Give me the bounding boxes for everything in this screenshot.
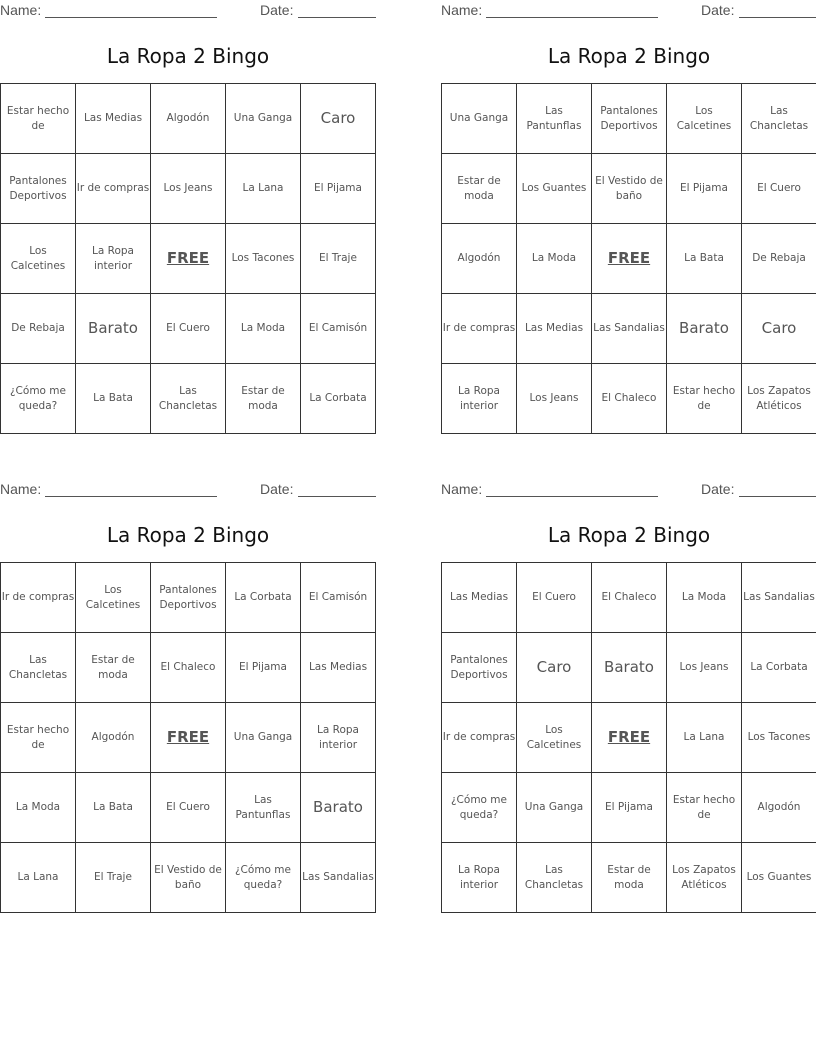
bingo-cell: Las Medias xyxy=(517,294,592,364)
bingo-row xyxy=(442,633,816,703)
bingo-row xyxy=(1,154,376,224)
bingo-row xyxy=(1,294,376,364)
bingo-cell: La Moda xyxy=(226,294,301,364)
bingo-cell: La Moda xyxy=(667,563,742,633)
bingo-row xyxy=(1,703,376,773)
bingo-row xyxy=(442,224,816,294)
bingo-cell: Pantalones Deportivos xyxy=(442,633,517,703)
bingo-cell: Los Calcetines xyxy=(1,224,76,294)
card-title: La Ropa 2 Bingo xyxy=(106,523,270,547)
bingo-row xyxy=(442,563,816,633)
card-title: La Ropa 2 Bingo xyxy=(547,44,711,68)
bingo-card-2 xyxy=(441,0,816,412)
bingo-cell: Los Tacones xyxy=(742,703,816,773)
bingo-row xyxy=(1,633,376,703)
bingo-grid xyxy=(441,83,816,434)
bingo-grid xyxy=(441,562,816,913)
bingo-grid xyxy=(0,562,376,913)
bingo-cell: Los Jeans xyxy=(151,154,226,224)
bingo-card-3 xyxy=(0,479,376,891)
bingo-cell: Las Medias xyxy=(76,84,151,154)
bingo-cell: La Bata xyxy=(667,224,742,294)
bingo-cell: Caro xyxy=(742,294,816,364)
date-blank xyxy=(739,17,816,18)
bingo-cell: Los Guantes xyxy=(742,843,816,913)
bingo-cell: Los Calcetines xyxy=(667,84,742,154)
bingo-cell: Barato xyxy=(592,633,667,703)
date-label: Date: xyxy=(701,481,735,497)
date-label: Date: xyxy=(260,2,294,18)
bingo-cell: Estar hecho de xyxy=(667,364,742,434)
bingo-card-4 xyxy=(441,479,816,891)
name-label: Name: xyxy=(441,2,483,18)
bingo-cell: Una Ganga xyxy=(442,84,517,154)
bingo-cell: De Rebaja xyxy=(1,294,76,364)
bingo-cell: Estar de moda xyxy=(442,154,517,224)
bingo-cell: El Pijama xyxy=(667,154,742,224)
bingo-cell: El Pijama xyxy=(226,633,301,703)
free-space: FREE xyxy=(592,224,667,294)
bingo-cell: El Traje xyxy=(76,843,151,913)
bingo-cell: Los Zapatos Atléticos xyxy=(667,843,742,913)
bingo-cell: El Camisón xyxy=(301,294,376,364)
date-blank xyxy=(298,496,376,497)
bingo-row xyxy=(442,843,816,913)
bingo-cell: Ir de compras xyxy=(442,703,517,773)
bingo-cell: El Camisón xyxy=(301,563,376,633)
bingo-cell: Las Sandalias xyxy=(592,294,667,364)
bingo-cell: La Ropa interior xyxy=(76,224,151,294)
bingo-cell: El Chaleco xyxy=(592,364,667,434)
name-blank xyxy=(486,496,658,497)
bingo-cell: Estar hecho de xyxy=(1,84,76,154)
date-blank xyxy=(739,496,816,497)
bingo-row xyxy=(442,703,816,773)
bingo-cell: Barato xyxy=(76,294,151,364)
bingo-cell: La Bata xyxy=(76,364,151,434)
bingo-cell: La Corbata xyxy=(301,364,376,434)
bingo-cell: Caro xyxy=(517,633,592,703)
bingo-cell: El Cuero xyxy=(742,154,816,224)
bingo-row xyxy=(1,563,376,633)
bingo-cell: Las Medias xyxy=(301,633,376,703)
name-label: Name: xyxy=(0,2,42,18)
bingo-cell: Los Jeans xyxy=(667,633,742,703)
bingo-cell: Los Guantes xyxy=(517,154,592,224)
date-label: Date: xyxy=(260,481,294,497)
bingo-cell: ¿Cómo me queda? xyxy=(442,773,517,843)
bingo-cell: El Cuero xyxy=(151,773,226,843)
bingo-cell: La Corbata xyxy=(742,633,816,703)
bingo-row xyxy=(442,84,816,154)
bingo-grid xyxy=(0,83,376,434)
name-date-line xyxy=(0,0,376,20)
bingo-cell: Los Calcetines xyxy=(76,563,151,633)
name-blank xyxy=(45,496,217,497)
bingo-cell: El Pijama xyxy=(592,773,667,843)
name-date-line xyxy=(441,479,816,499)
bingo-cell: El Vestido de baño xyxy=(592,154,667,224)
bingo-cell: Algodón xyxy=(742,773,816,843)
bingo-cell: La Ropa interior xyxy=(301,703,376,773)
bingo-cell: La Lana xyxy=(667,703,742,773)
name-blank xyxy=(45,17,217,18)
bingo-cell: Los Jeans xyxy=(517,364,592,434)
name-label: Name: xyxy=(0,481,42,497)
bingo-cell: Algodón xyxy=(151,84,226,154)
bingo-cell: Las Chancletas xyxy=(742,84,816,154)
bingo-cell: Las Pantunflas xyxy=(226,773,301,843)
name-label: Name: xyxy=(441,481,483,497)
bingo-row xyxy=(1,224,376,294)
bingo-cell: El Cuero xyxy=(151,294,226,364)
bingo-cell: Las Chancletas xyxy=(151,364,226,434)
card-title: La Ropa 2 Bingo xyxy=(106,44,270,68)
bingo-cell: Los Calcetines xyxy=(517,703,592,773)
bingo-cell: Una Ganga xyxy=(226,84,301,154)
date-label: Date: xyxy=(701,2,735,18)
bingo-cell: Estar de moda xyxy=(76,633,151,703)
bingo-cell: El Vestido de baño xyxy=(151,843,226,913)
bingo-cell: Las Sandalias xyxy=(301,843,376,913)
card-title: La Ropa 2 Bingo xyxy=(547,523,711,547)
bingo-card-1 xyxy=(0,0,376,412)
bingo-row xyxy=(1,364,376,434)
bingo-cell: Ir de compras xyxy=(442,294,517,364)
bingo-cell: Los Zapatos Atléticos xyxy=(742,364,816,434)
bingo-cell: Caro xyxy=(301,84,376,154)
name-blank xyxy=(486,17,658,18)
bingo-row xyxy=(442,773,816,843)
free-space: FREE xyxy=(151,703,226,773)
bingo-cell: El Chaleco xyxy=(592,563,667,633)
bingo-cell: Una Ganga xyxy=(226,703,301,773)
bingo-cell: Barato xyxy=(301,773,376,843)
bingo-cell: El Chaleco xyxy=(151,633,226,703)
free-space: FREE xyxy=(151,224,226,294)
bingo-row xyxy=(1,773,376,843)
bingo-row xyxy=(442,364,816,434)
bingo-cell: ¿Cómo me queda? xyxy=(1,364,76,434)
bingo-cell: La Moda xyxy=(1,773,76,843)
bingo-cell: La Lana xyxy=(226,154,301,224)
bingo-cell: La Bata xyxy=(76,773,151,843)
bingo-cell: Las Chancletas xyxy=(517,843,592,913)
bingo-cell: La Moda xyxy=(517,224,592,294)
bingo-cell: El Traje xyxy=(301,224,376,294)
bingo-row xyxy=(1,843,376,913)
free-space: FREE xyxy=(592,703,667,773)
bingo-cell: Estar de moda xyxy=(226,364,301,434)
bingo-cell: Estar hecho de xyxy=(1,703,76,773)
bingo-row xyxy=(1,84,376,154)
date-blank xyxy=(298,17,376,18)
bingo-cell: ¿Cómo me queda? xyxy=(226,843,301,913)
bingo-cell: Pantalones Deportivos xyxy=(151,563,226,633)
bingo-cell: Las Sandalias xyxy=(742,563,816,633)
name-date-line xyxy=(441,0,816,20)
bingo-cell: De Rebaja xyxy=(742,224,816,294)
bingo-cell: Una Ganga xyxy=(517,773,592,843)
bingo-cell: Las Chancletas xyxy=(1,633,76,703)
bingo-cell: Estar hecho de xyxy=(667,773,742,843)
bingo-cell: La Ropa interior xyxy=(442,364,517,434)
bingo-cell: Ir de compras xyxy=(1,563,76,633)
bingo-cell: Ir de compras xyxy=(76,154,151,224)
bingo-cell: Pantalones Deportivos xyxy=(592,84,667,154)
bingo-cell: Algodón xyxy=(76,703,151,773)
bingo-cell: Los Tacones xyxy=(226,224,301,294)
bingo-cell: Pantalones Deportivos xyxy=(1,154,76,224)
bingo-cell: El Pijama xyxy=(301,154,376,224)
bingo-cell: Estar de moda xyxy=(592,843,667,913)
bingo-row xyxy=(442,154,816,224)
bingo-cell: El Cuero xyxy=(517,563,592,633)
bingo-cell: La Ropa interior xyxy=(442,843,517,913)
bingo-cell: Las Pantunflas xyxy=(517,84,592,154)
bingo-cell: La Corbata xyxy=(226,563,301,633)
name-date-line xyxy=(0,479,376,499)
bingo-cell: Barato xyxy=(667,294,742,364)
bingo-row xyxy=(442,294,816,364)
bingo-cell: Las Medias xyxy=(442,563,517,633)
bingo-cell: Algodón xyxy=(442,224,517,294)
bingo-cell: La Lana xyxy=(1,843,76,913)
